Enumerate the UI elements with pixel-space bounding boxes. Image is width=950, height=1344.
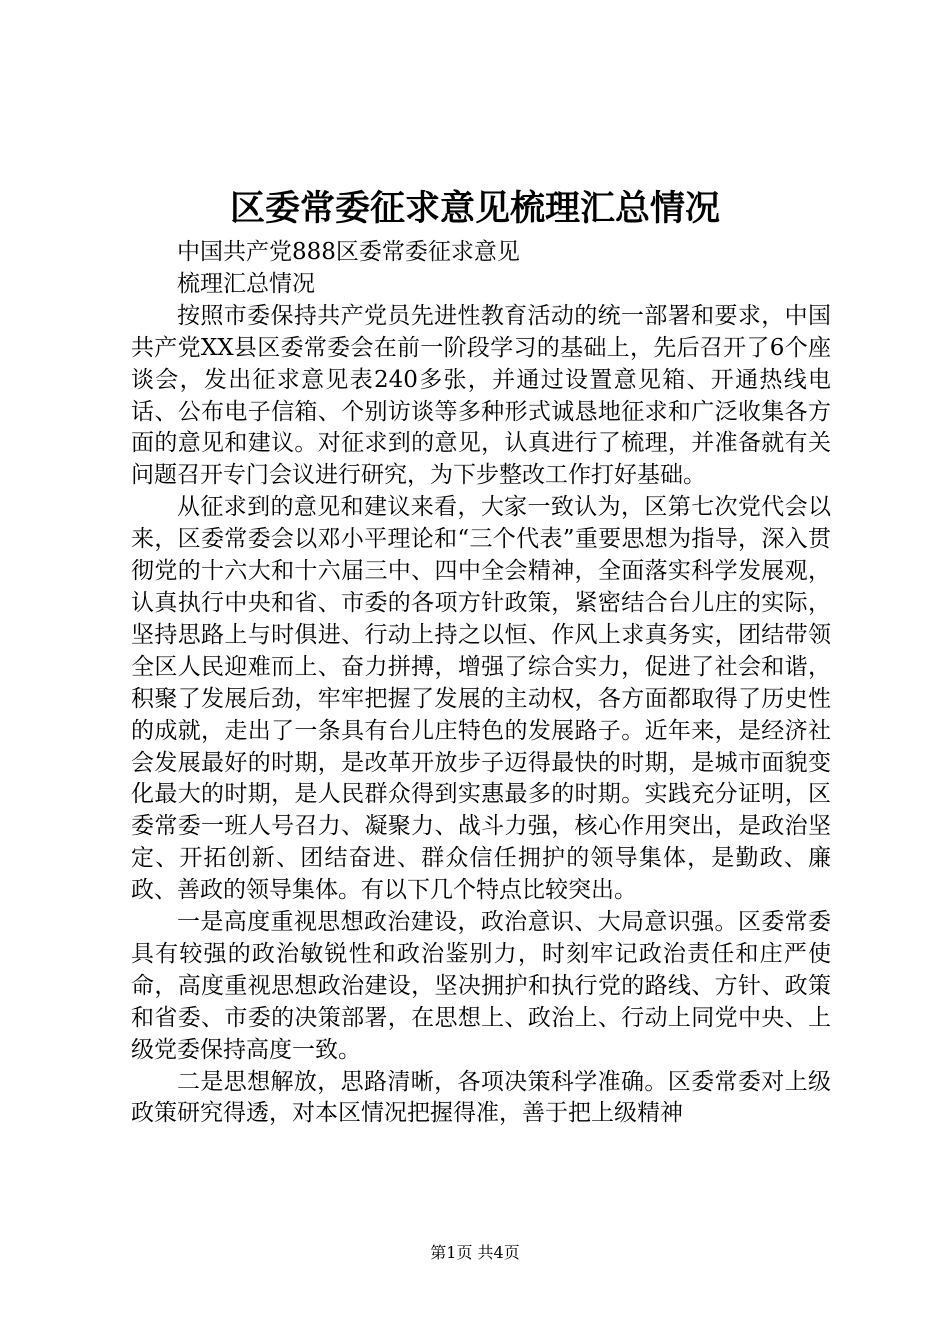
subtitle-line-1: 中国共产党888区委常委征求意见: [177, 239, 520, 265]
page-number-footer: 第1页 共4页: [430, 1243, 520, 1262]
body-paragraph: 从征求到的意见和建议来看，大家一致认为，区第七次党代会以来，区委常委会以邓小平理论和“三个代表”重要思想为指导，深入贯彻党的十六大和十六届三中、四中全会精神，全面落实科学发展观，认真执行中央和省、市委的各项方针政策，紧密结合台儿庄的实际，坚持思路上与时俱进、行动上持之以恒、作风上求真务实，团结带领全区人民迎难而上、奋力拼搏，增强了综合实力，促进了社会和谐，积聚了发展后劲，牢牢把握了发展的主动权，各方面都取得了历史性的成就，走出了一条具有台儿庄特色的发展路子。近年来，是经济社会发展最好的时期，是改革开放步子迈得最快的时期，是城市面貌变化最大的时期，是人民群众得到实惠最多的时期。实践充分证明，区委常委一班人号召力、凝聚力、战斗力强，核心作用突出，是政治坚定、开拓创新、团结奋进、群众信任拥护的领导集体，是勤政、廉政、善政的领导集体。有以下几个特点比较突出。: [131, 494, 831, 904]
document-body: [131, 237, 831, 1130]
subtitle-line-2: 梳理汇总情况: [177, 270, 315, 297]
body-paragraph: 一是高度重视思想政治建设，政治意识、大局意识强。区委常委具有较强的政治敏锐性和政治鉴别力，时刻牢记政治责任和庄严使命，高度重视思想政治建设，坚决拥护和执行党的路线、方针、政策和省委、市委的决策部署，在思想上、政治上、行动上同党中央、上级党委保持高度一致。: [131, 909, 831, 1063]
body-paragraph: 二是思想解放，思路清晰，各项决策科学准确。区委常委对上级政策研究得透，对本区情况把握得准，善于把上级精神: [131, 1068, 831, 1127]
document-title: 区委常委征求意见梳理汇总情况: [229, 188, 720, 229]
body-paragraph: 按照市委保持共产党员先进性教育活动的统一部署和要求，中国共产党XX县区委常委会在前一阶段学习的基础上，先后召开了6个座谈会，发出征求意见表240多张，并通过设置意见箱、开通热线电话、公布电子信箱、个别访谈等多种形式诚恳地征求和广泛收集各方面的意见和建议。对征求到的意见，认真进行了梳理，并准备就有关问题召开专门会议进行研究，为下步整改工作打好基础。: [131, 302, 831, 489]
